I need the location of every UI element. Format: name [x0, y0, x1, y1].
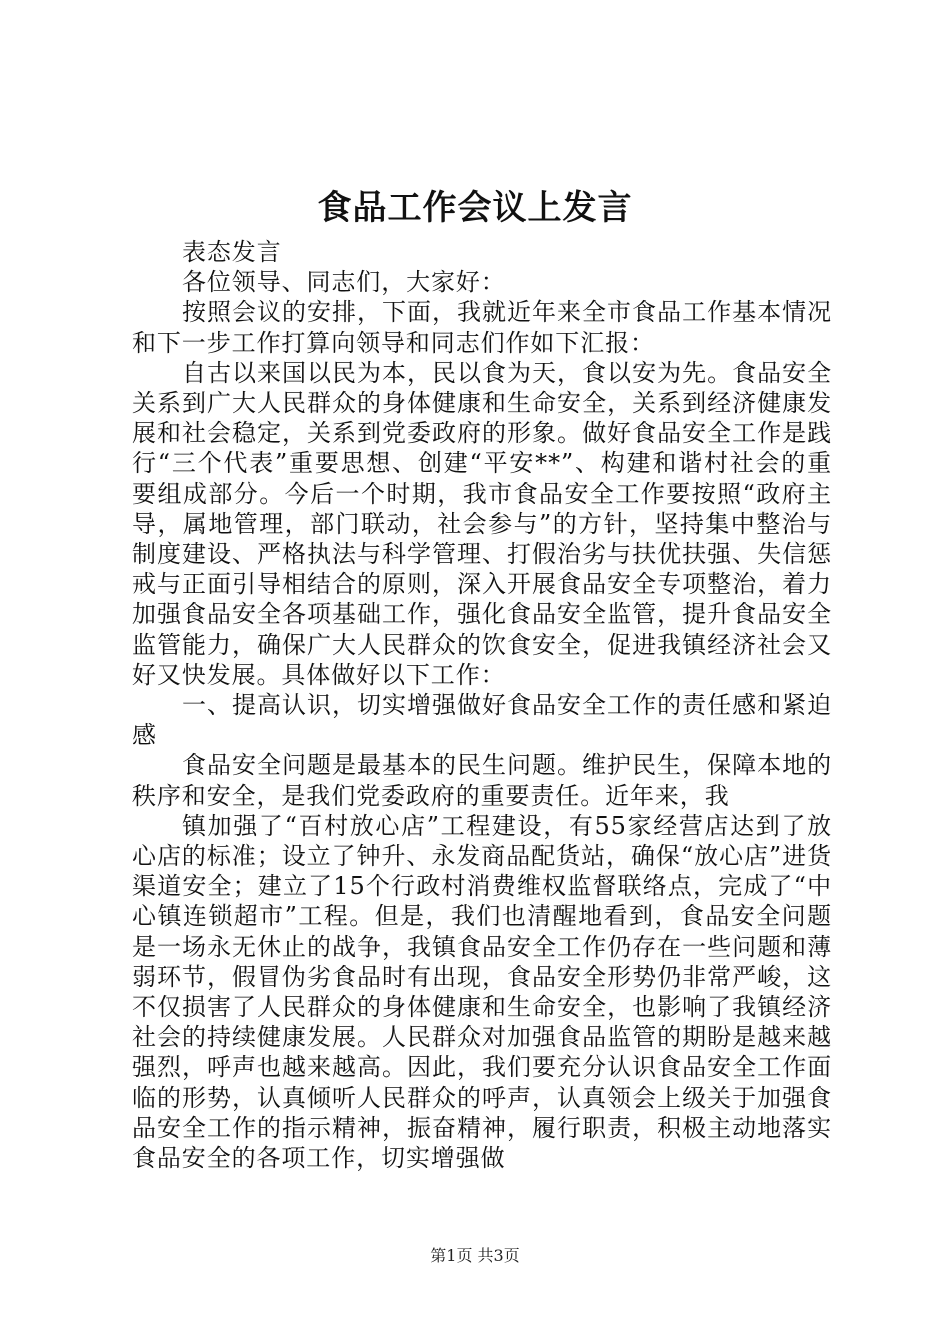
page-footer: 第1页 共3页	[430, 1246, 520, 1265]
paragraph-food-safety-overview: 自古以来国以民为本，民以食为天，食以安为先。食品安全关系到广大人民群众的身体健康和生命安全，关系到经济健康发展和社会稳定，关系到党委政府的形象。做好食品安全工作是践行“三个代表”重要思想、创建“平安**”、构建和谐村社会的重要组成部分。今后一个时期，我市食品安全工作要按照“政府主导，属地管理，部门联动，社会参与”的方针，坚持集中整治与制度建设、严格执法与科学管理、打假治劣与扶优扶强、失信惩戒与正面引导相结合的原则，深入开展食品安全专项整治，着力加强食品安全各项基础工作，强化食品安全监管，提升食品安全监管能力，确保广大人民群众的饮食安全，促进我镇经济社会又好又快发展。具体做好以下工作：	[132, 358, 832, 689]
paragraph-section-heading-1: 一、提高认识，切实增强做好食品安全工作的责任感和紧迫感	[132, 691, 832, 750]
paragraph-greeting: 各位领导、同志们，大家好：	[182, 268, 506, 297]
paragraph-statement: 表态发言	[182, 238, 282, 266]
paragraph-town-progress: 镇加强了“百村放心店”工程建设，有55家经营店达到了放心店的标准；设立了钟升、永发商品配货站，确保“放心店”进货渠道安全；建立了15个行政村消费维权监督联络点，完成了“中心镇连锁超市”工程。但是，我们也清醒地看到，食品安全问题是一场永无休止的战争，我镇食品安全工作仍存在一些问题和薄弱环节，假冒伪劣食品时有出现，食品安全形势仍非常严峻，这不仅损害了人民群众的身体健康和生命安全，也影响了我镇经济社会的持续健康发展。人民群众对加强食品监管的期盼是越来越强烈，呼声也越来越高。因此，我们要充分认识食品安全工作面临的形势，认真倾听人民群众的呼声，认真领会上级关于加强食品安全工作的指示精神，振奋精神，履行职责，积极主动地落实食品安全的各项工作，切实增强做	[132, 811, 832, 1173]
paragraph-intro: 按照会议的安排，下面，我就近年来全市食品工作基本情况和下一步工作打算向领导和同志们作如下汇报：	[132, 298, 832, 357]
paragraph-livelihood: 食品安全问题是最基本的民生问题。维护民生，保障本地的秩序和安全，是我们党委政府的重要责任。近年来，我	[132, 751, 832, 810]
document-body	[132, 237, 832, 1173]
document-title: 食品工作会议上发言	[317, 188, 633, 228]
